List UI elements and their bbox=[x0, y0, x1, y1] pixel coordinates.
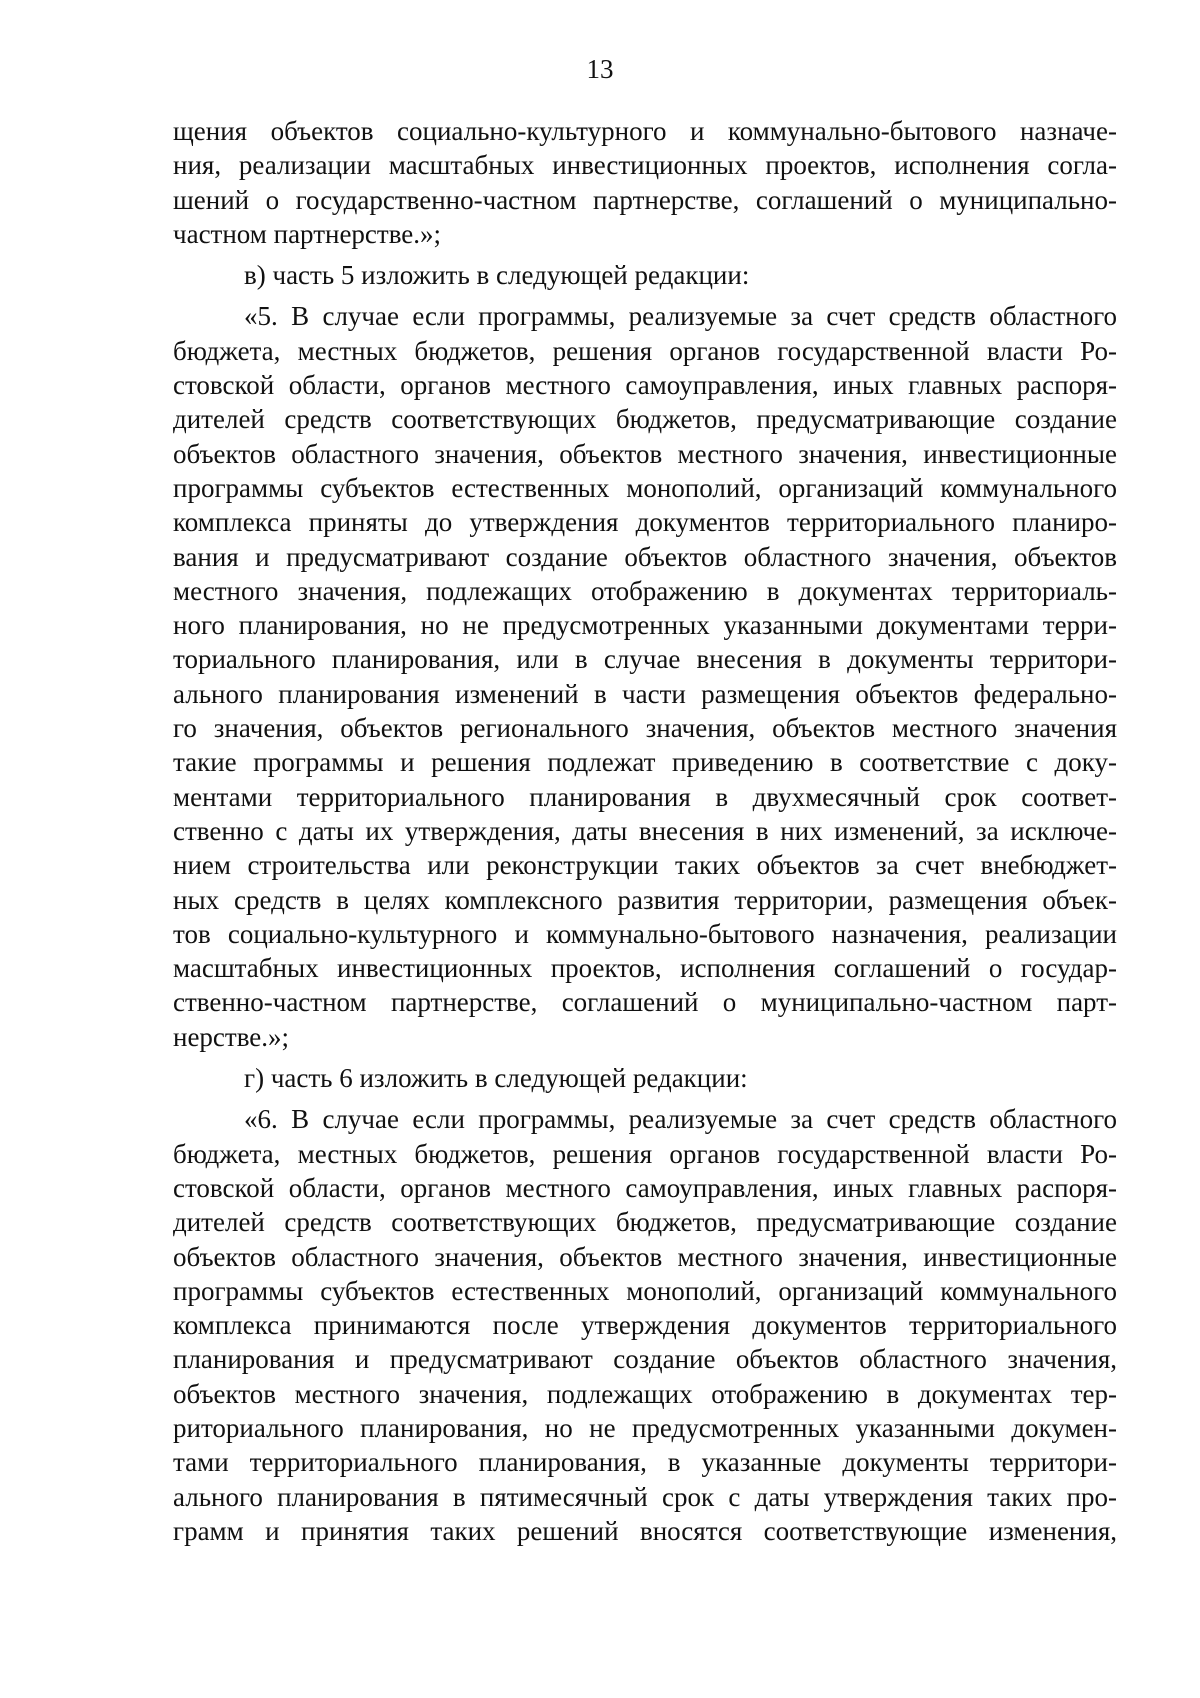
text-line: стовской области, органов местного самоуправления, иных главных распоря- bbox=[173, 1172, 1117, 1203]
text-line: программы субъектов естественных монополий, организаций коммунального bbox=[173, 1275, 1117, 1306]
text-line: тами территориального планирования, в указанные документы территори- bbox=[173, 1447, 1117, 1478]
text-line: дителей средств соответствующих бюджетов, предусматривающие создание bbox=[173, 1207, 1117, 1238]
text-line: стовской области, органов местного самоуправления, иных главных распоря- bbox=[173, 370, 1117, 401]
text-line: ния, реализации масштабных инвестиционных проектов, исполнения согла- bbox=[173, 150, 1117, 181]
text-line: ных средств в целях комплексного развития территории, размещения объек- bbox=[173, 884, 1117, 915]
paragraph bbox=[173, 299, 1117, 1054]
paragraph bbox=[173, 1102, 1117, 1548]
text-line: щения объектов социально-культурного и коммунально-бытового назначе- bbox=[173, 116, 1117, 146]
text-line: комплекса приняты до утверждения документов территориального планиро- bbox=[173, 507, 1117, 538]
text-line: ального планирования в пятимесячный срок с даты утверждения таких про- bbox=[173, 1481, 1117, 1512]
text-line: нерстве.»; bbox=[173, 1021, 290, 1052]
text-line: ственно-частном партнерстве, соглашений о муниципально-частном парт- bbox=[173, 987, 1117, 1018]
text-line: ального планирования изменений в части размещения объектов федерально- bbox=[173, 678, 1117, 709]
document-body bbox=[173, 114, 1117, 1548]
text-line: объектов областного значения, объектов местного значения, инвестиционные bbox=[173, 1241, 1117, 1272]
paragraph bbox=[173, 1061, 1117, 1095]
text-line: ного планирования, но не предусмотренных указанными документами терри- bbox=[173, 610, 1117, 641]
text-line: риториального планирования, но не предусмотренных указанными докумен- bbox=[173, 1412, 1117, 1443]
text-line: бюджета, местных бюджетов, решения органов государственной власти Ро- bbox=[173, 1138, 1117, 1169]
text-line: объектов областного значения, объектов местного значения, инвестиционные bbox=[173, 438, 1117, 469]
text-line: го значения, объектов регионального значения, объектов местного значения bbox=[173, 713, 1117, 744]
text-line: масштабных инвестиционных проектов, исполнения соглашений о государ- bbox=[173, 953, 1117, 984]
paragraph bbox=[173, 114, 1117, 251]
text-line: г) часть 6 изложить в следующей редакции: bbox=[244, 1063, 748, 1094]
text-line: шений о государственно-частном партнерстве, соглашений о муниципально- bbox=[173, 184, 1117, 215]
text-line: тов социально-культурного и коммунально-бытового назначения, реализации bbox=[173, 918, 1117, 949]
paragraph bbox=[173, 258, 1117, 292]
text-line: вания и предусматривают создание объектов областного значения, объектов bbox=[173, 541, 1117, 572]
text-line: программы субъектов естественных монополий, организаций коммунального bbox=[173, 472, 1117, 503]
text-line: бюджета, местных бюджетов, решения органов государственной власти Ро- bbox=[173, 335, 1117, 366]
text-line: частном партнерстве.»; bbox=[173, 218, 442, 249]
text-line: дителей средств соответствующих бюджетов, предусматривающие создание bbox=[173, 404, 1117, 435]
text-line: объектов местного значения, подлежащих отображению в документах тер- bbox=[173, 1378, 1117, 1409]
text-line: комплекса принимаются после утверждения документов территориального bbox=[173, 1310, 1117, 1341]
text-line: «5. В случае если программы, реализуемые за счет средств областного bbox=[244, 301, 1117, 332]
text-line: ментами территориального планирования в двухмесячный срок соответ- bbox=[173, 781, 1117, 812]
text-line: «6. В случае если программы, реализуемые за счет средств областного bbox=[244, 1104, 1117, 1135]
text-line: планирования и предусматривают создание объектов областного значения, bbox=[173, 1344, 1117, 1375]
text-line: в) часть 5 изложить в следующей редакции: bbox=[244, 260, 750, 291]
text-line: такие программы и решения подлежат приведению в соответствие с доку- bbox=[173, 747, 1117, 778]
text-line: местного значения, подлежащих отображению в документах территориаль- bbox=[173, 575, 1117, 606]
page-number: 13 bbox=[586, 54, 614, 84]
text-line: ственно с даты их утверждения, даты внесения в них изменений, за исключе- bbox=[173, 815, 1117, 846]
text-line: ториального планирования, или в случае внесения в документы территори- bbox=[173, 644, 1117, 675]
text-line: нием строительства или реконструкции таких объектов за счет внебюджет- bbox=[173, 850, 1117, 881]
text-line: грамм и принятия таких решений вносятся соответствующие изменения, bbox=[173, 1515, 1117, 1546]
